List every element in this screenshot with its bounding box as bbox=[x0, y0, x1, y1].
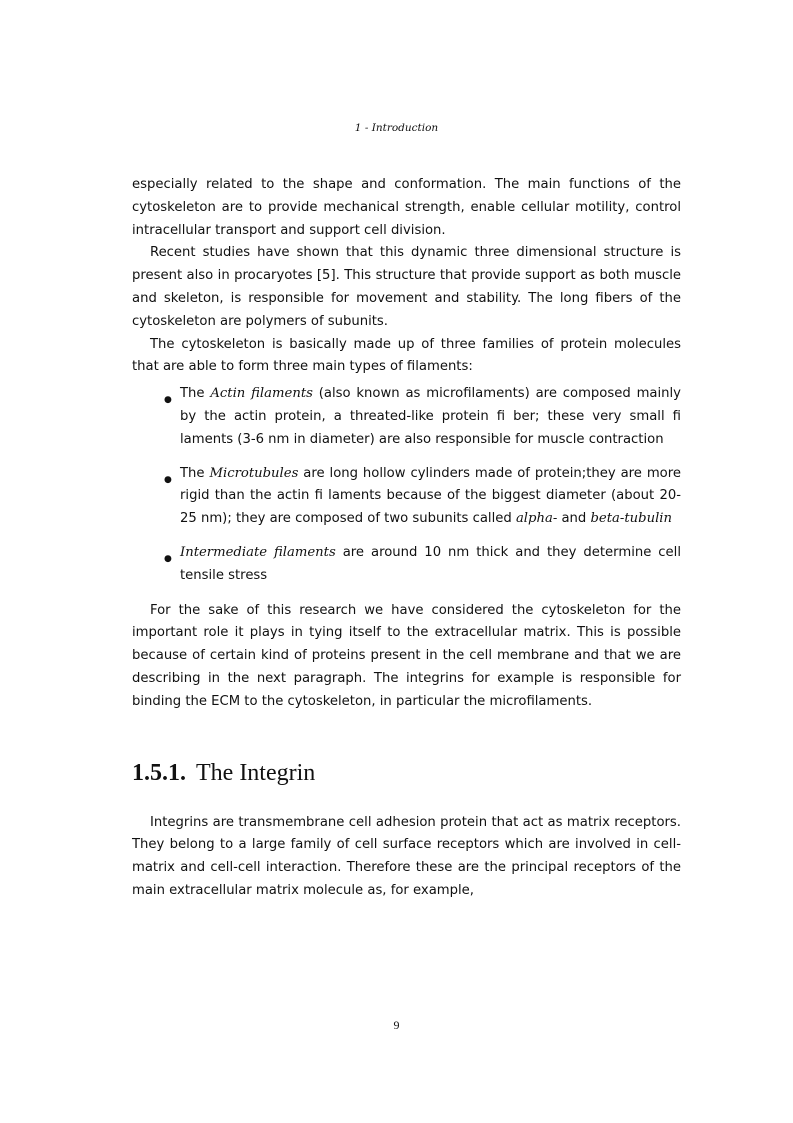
section-number: 1.5.1. bbox=[132, 759, 186, 786]
list-item-lead: The bbox=[180, 386, 211, 402]
paragraph: For the sake of this research we have considered the cytoskeleton for the important role it plays in tying itself to the extracellular matrix. This is possible because of certain kind of proteins present in the cell membrane and that we are describing in the next paragraph. The integrins for example is responsible for binding the ECM to the cytoskeleton, in particular the microfilaments. bbox=[132, 602, 681, 709]
list-item-text: (also known as microfilaments) are composed mainly by the actin protein, a threated-like protein fi ber; these very small fi laments (3-6 nm in diameter) are also responsible for muscle contraction bbox=[180, 386, 681, 447]
term-alpha: alpha- bbox=[515, 511, 558, 527]
paragraph: The cytoskeleton is basically made up of three families of protein molecules that are able to form three main types of filaments: bbox=[132, 336, 681, 375]
running-head: 1 - Introduction bbox=[354, 122, 439, 134]
term-actin-filaments: Actin filaments bbox=[210, 386, 313, 402]
list-item-microtubules bbox=[132, 463, 681, 531]
bullet-icon: ● bbox=[164, 553, 172, 564]
term-beta-tubulin: beta-tubulin bbox=[590, 511, 673, 527]
bullet-icon: ● bbox=[164, 395, 172, 406]
body-text bbox=[132, 174, 681, 903]
list-item-actin bbox=[132, 383, 681, 451]
paragraph: Recent studies have shown that this dynamic three dimensional structure is present also in procaryotes [5]. This structure that provide support as both muscle and skeleton, is responsible for movement and stability. The long fibers of the cytoskeleton are polymers of subunits. bbox=[132, 245, 681, 329]
list-item-text: are around 10 nm thick and they determine cell tensile stress bbox=[180, 544, 681, 583]
term-intermediate-filaments: Intermediate filaments bbox=[180, 544, 336, 560]
list-item-lead: The bbox=[180, 465, 210, 481]
list-item-text: are long hollow cylinders made of protein;they are more rigid than the actin fi laments because of the biggest diameter (about 20-25 nm); they are composed of two subunits called bbox=[180, 465, 681, 527]
section-heading bbox=[132, 758, 681, 788]
paragraph: Integrins are transmembrane cell adhesion protein that act as matrix receptors. They belong to a large family of cell surface receptors which are involved in cell-matrix and cell-cell interaction. Therefore these are the principal receptors of the main extracellular matrix molecule as, for example, bbox=[132, 814, 681, 898]
filament-list bbox=[132, 383, 681, 587]
page-number: 9 bbox=[393, 1018, 400, 1032]
paragraph: especially related to the shape and conformation. The main functions of the cytoskeleton are to provide mechanical strength, enable cellular motility, control intracellular transport and support cell division. bbox=[132, 177, 681, 238]
list-item-text: and bbox=[557, 511, 591, 527]
section-title: The Integrin bbox=[196, 759, 316, 786]
bullet-icon: ● bbox=[164, 474, 172, 485]
term-microtubules: Microtubules bbox=[209, 465, 299, 481]
list-item-intermediate bbox=[132, 542, 681, 588]
